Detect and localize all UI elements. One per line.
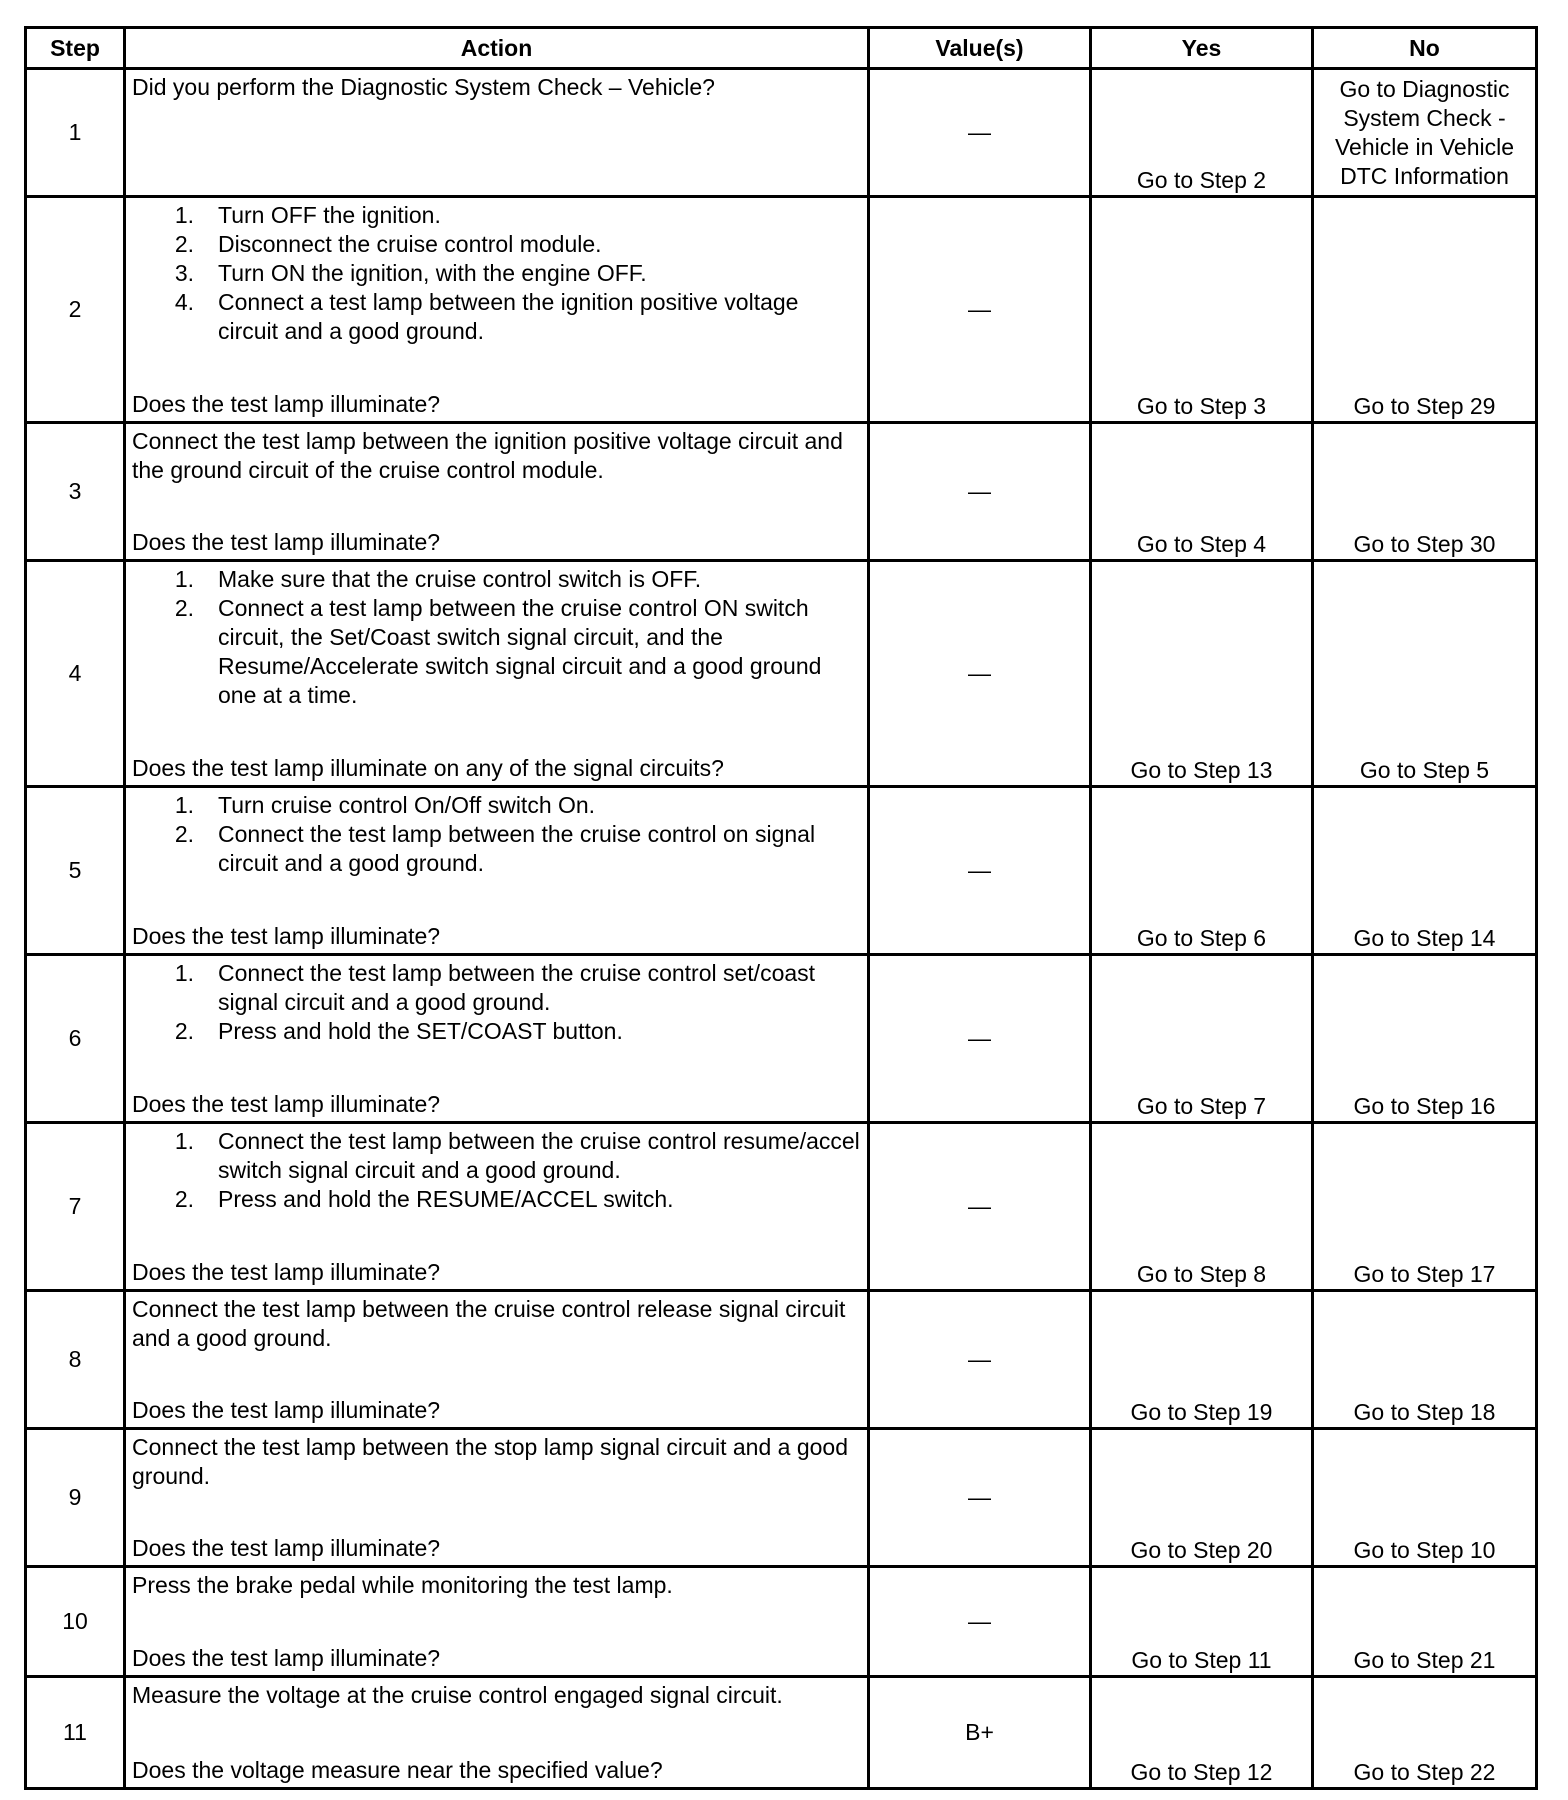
list-item-text: Turn ON the ignition, with the engine OFF.: [218, 260, 647, 286]
list-item-number: 2.: [174, 1018, 194, 1044]
list-item-number: 2.: [174, 595, 194, 621]
action-text: Connect the test lamp between the cruise control release signal circuit and a good ground.: [132, 1296, 846, 1351]
action-question: Does the test lamp illuminate?: [132, 923, 441, 949]
list-item-number: 3.: [174, 260, 194, 286]
action-list: [132, 565, 861, 710]
list-item-number: 1.: [174, 792, 194, 818]
table-row: [26, 69, 1537, 197]
list-item-text: Connect a test lamp between the ignition positive voltage circuit and a good ground.: [218, 289, 799, 344]
action-question: Does the voltage measure near the specified value?: [132, 1757, 663, 1783]
list-item: [132, 594, 861, 710]
step-number: 8: [26, 1291, 125, 1429]
diagnostic-table: [24, 26, 1538, 1790]
value-cell: —: [869, 197, 1091, 423]
header-step: Step: [26, 28, 125, 69]
no-cell: Go to Step 16: [1313, 955, 1537, 1123]
action-text: Connect the test lamp between the stop lamp signal circuit and a good ground.: [132, 1434, 848, 1489]
action-cell: [125, 1123, 869, 1291]
list-item-number: 1.: [174, 566, 194, 592]
list-item-text: Connect the test lamp between the cruise control set/coast signal circuit and a good ground.: [218, 960, 816, 1015]
list-item-text: Connect a test lamp between the cruise control ON switch circuit, the Set/Coast switch signal circuit, and the Resume/Accelerate switch signal circuit and a good ground one at a time.: [218, 595, 822, 708]
yes-cell: Go to Step 20: [1091, 1429, 1313, 1567]
table-row: [26, 1291, 1537, 1429]
table-row: [26, 1567, 1537, 1677]
value-cell: —: [869, 423, 1091, 561]
list-item-number: 1.: [174, 202, 194, 228]
action-question: Does the test lamp illuminate?: [132, 1397, 441, 1423]
yes-cell: Go to Step 4: [1091, 423, 1313, 561]
no-cell: Go to Diagnostic System Check - Vehicle in Vehicle DTC Information: [1313, 69, 1537, 197]
no-cell: Go to Step 17: [1313, 1123, 1537, 1291]
header-row: [26, 28, 1537, 69]
header-yes: Yes: [1091, 28, 1313, 69]
value-cell: —: [869, 1567, 1091, 1677]
list-item: [132, 1185, 861, 1214]
action-question: Does the test lamp illuminate?: [132, 1645, 441, 1671]
list-item: [132, 201, 861, 230]
action-list: [132, 201, 861, 346]
no-cell: Go to Step 22: [1313, 1677, 1537, 1789]
action-text: Measure the voltage at the cruise control engaged signal circuit.: [132, 1682, 783, 1708]
list-item-number: 4.: [174, 289, 194, 315]
value-cell: —: [869, 561, 1091, 787]
action-list: [132, 959, 861, 1046]
action-text: Connect the test lamp between the ignition positive voltage circuit and the ground circuit of the cruise control module.: [132, 428, 843, 483]
step-number: 2: [26, 197, 125, 423]
value-cell: —: [869, 955, 1091, 1123]
step-number: 9: [26, 1429, 125, 1567]
action-question: Does the test lamp illuminate?: [132, 1535, 441, 1561]
list-item-number: 2.: [174, 231, 194, 257]
list-item-text: Connect the test lamp between the cruise control resume/accel switch signal circuit and a good ground.: [218, 1128, 860, 1183]
value-cell: —: [869, 69, 1091, 197]
no-cell: Go to Step 21: [1313, 1567, 1537, 1677]
yes-cell: Go to Step 3: [1091, 197, 1313, 423]
action-text: Did you perform the Diagnostic System Check – Vehicle?: [132, 74, 715, 100]
no-cell: Go to Step 14: [1313, 787, 1537, 955]
table-row: [26, 197, 1537, 423]
list-item: [132, 259, 861, 288]
list-item-text: Connect the test lamp between the cruise control on signal circuit and a good ground.: [218, 821, 816, 876]
action-cell: [125, 787, 869, 955]
value-cell: —: [869, 1429, 1091, 1567]
no-cell: Go to Step 29: [1313, 197, 1537, 423]
step-number: 10: [26, 1567, 125, 1677]
yes-cell: Go to Step 12: [1091, 1677, 1313, 1789]
step-number: 6: [26, 955, 125, 1123]
value-cell: —: [869, 1123, 1091, 1291]
list-item-text: Turn cruise control On/Off switch On.: [218, 792, 596, 818]
action-cell: [125, 561, 869, 787]
action-cell: [125, 955, 869, 1123]
action-text: Press the brake pedal while monitoring the test lamp.: [132, 1572, 673, 1598]
list-item-number: 1.: [174, 960, 194, 986]
list-item-text: Turn OFF the ignition.: [218, 202, 441, 228]
header-values: Value(s): [869, 28, 1091, 69]
table-row: [26, 1123, 1537, 1291]
yes-cell: Go to Step 2: [1091, 69, 1313, 197]
value-cell: B+: [869, 1677, 1091, 1789]
step-number: 5: [26, 787, 125, 955]
no-cell: Go to Step 5: [1313, 561, 1537, 787]
list-item: [132, 565, 861, 594]
table-row: [26, 1677, 1537, 1789]
action-cell: [125, 1677, 869, 1789]
action-cell: [125, 1291, 869, 1429]
yes-cell: Go to Step 7: [1091, 955, 1313, 1123]
action-question: Does the test lamp illuminate?: [132, 529, 441, 555]
list-item: [132, 820, 861, 878]
no-cell: Go to Step 10: [1313, 1429, 1537, 1567]
action-cell: [125, 423, 869, 561]
list-item-number: 2.: [174, 1186, 194, 1212]
action-question: Does the test lamp illuminate?: [132, 1091, 441, 1117]
header-action: Action: [125, 28, 869, 69]
table-row: [26, 423, 1537, 561]
no-cell: Go to Step 30: [1313, 423, 1537, 561]
list-item: [132, 1127, 861, 1185]
step-number: 7: [26, 1123, 125, 1291]
action-cell: [125, 1567, 869, 1677]
list-item-text: Make sure that the cruise control switch is OFF.: [218, 566, 702, 592]
action-question: Does the test lamp illuminate?: [132, 1259, 441, 1285]
list-item-number: 1.: [174, 1128, 194, 1154]
action-list: [132, 1127, 861, 1214]
yes-cell: Go to Step 19: [1091, 1291, 1313, 1429]
list-item-number: 2.: [174, 821, 194, 847]
table-row: [26, 955, 1537, 1123]
list-item-text: Disconnect the cruise control module.: [218, 231, 602, 257]
step-number: 3: [26, 423, 125, 561]
table-row: [26, 561, 1537, 787]
step-number: 1: [26, 69, 125, 197]
list-item: [132, 1017, 861, 1046]
list-item: [132, 288, 861, 346]
value-cell: —: [869, 787, 1091, 955]
list-item: [132, 959, 861, 1017]
action-question: Does the test lamp illuminate on any of the signal circuits?: [132, 755, 724, 781]
list-item: [132, 791, 861, 820]
list-item: [132, 230, 861, 259]
value-cell: —: [869, 1291, 1091, 1429]
action-list: [132, 791, 861, 878]
yes-cell: Go to Step 11: [1091, 1567, 1313, 1677]
list-item-text: Press and hold the SET/COAST button.: [218, 1018, 623, 1044]
action-cell: [125, 69, 869, 197]
action-cell: [125, 197, 869, 423]
step-number: 4: [26, 561, 125, 787]
action-cell: [125, 1429, 869, 1567]
no-cell: Go to Step 18: [1313, 1291, 1537, 1429]
yes-cell: Go to Step 8: [1091, 1123, 1313, 1291]
step-number: 11: [26, 1677, 125, 1789]
table-row: [26, 787, 1537, 955]
header-no: No: [1313, 28, 1537, 69]
yes-cell: Go to Step 13: [1091, 561, 1313, 787]
table-row: [26, 1429, 1537, 1567]
list-item-text: Press and hold the RESUME/ACCEL switch.: [218, 1186, 674, 1212]
yes-cell: Go to Step 6: [1091, 787, 1313, 955]
action-question: Does the test lamp illuminate?: [132, 391, 441, 417]
